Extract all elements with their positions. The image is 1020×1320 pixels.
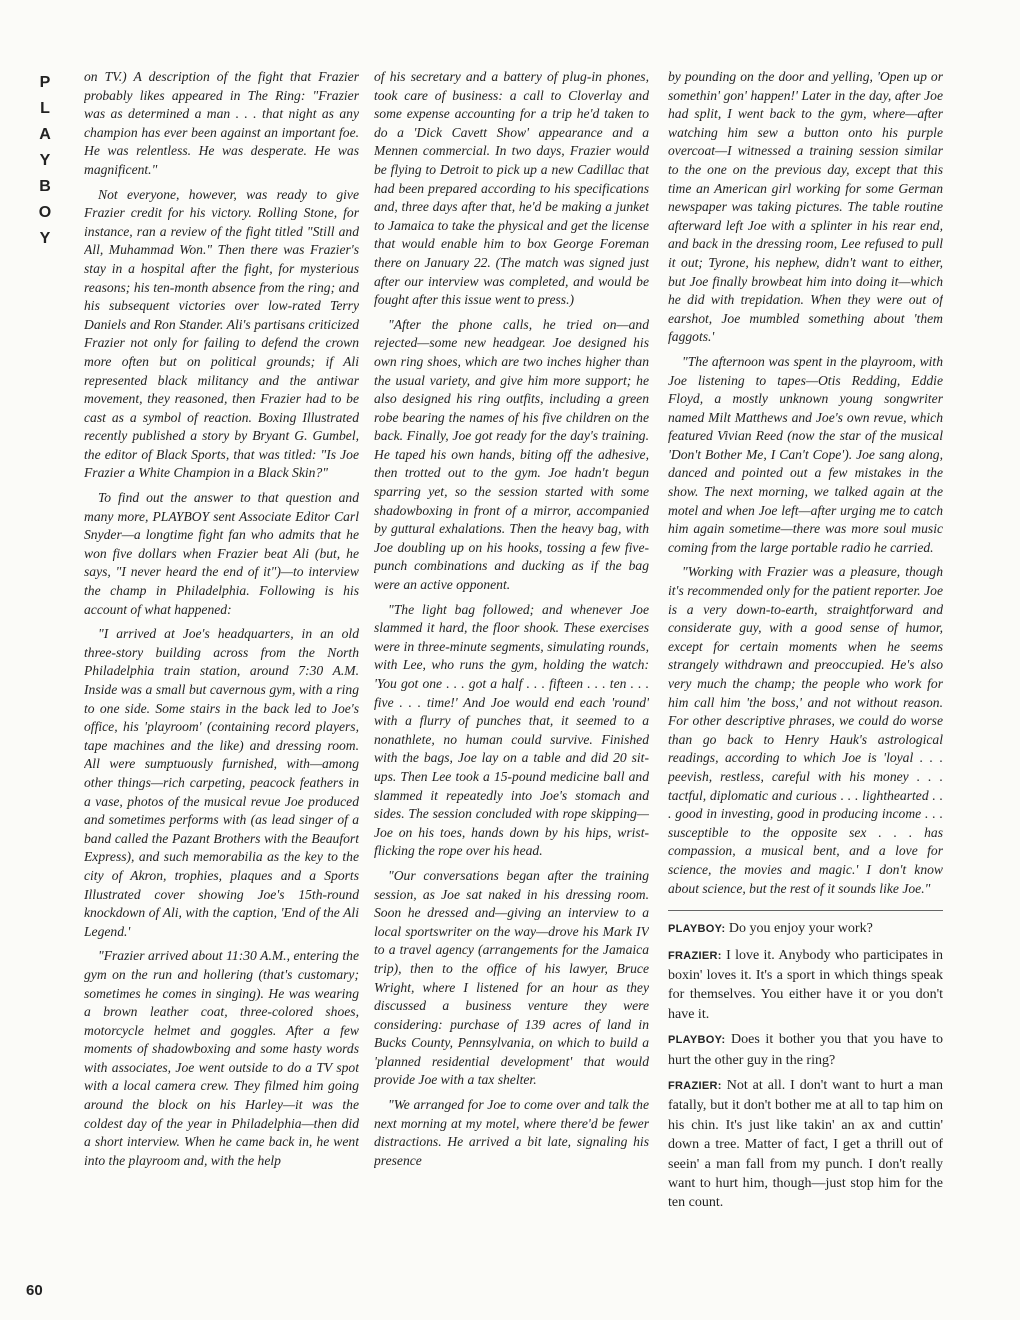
paragraph: "I arrived at Joe's headquarters, in an old three-story building across from the North Philadelphia train station, around 7:30 A.M. Inside was a small but cavernous gym, with a ring to one side. Some stairs in the back led to Joe's office, his 'playroom' (containing record players, tape machines and the like) and dressing room. All were sumptuously furnished, with—among other things—rich carpeting, peacock feathers in a vase, photos of the musical revue Joe produced and sometimes performs with (as lead singer of a band called the Pazant Brothers with the Beaufort Express), and such memorabilia as the key to the city of Akron, trophies, plaques and a Sports Illustrated cover showing Joe's 15th-round knockdown of Ali, with the caption, 'End of the Ali Legend.': [84, 626, 359, 939]
text-column-2: [374, 68, 649, 1298]
paragraph: on TV.) A description of the fight that Frazier probably likes appeared in The Ring: "Frazier was as determined a man . . . that night as any champion has ever been against an important foe. He was relentless. He was desperate. He was magnificent.": [84, 69, 359, 177]
paragraph: "We arranged for Joe to come over and talk the next morning at my motel, where there'd be fewer distractions. He arrived a bit late, signaling his presence: [374, 1097, 649, 1168]
interview-section: [668, 919, 943, 1213]
interview-exchange: [668, 919, 943, 939]
interview-exchange: [668, 1030, 943, 1070]
paragraph: To find out the answer to that question and many more, PLAYBOY sent Associate Editor Carl Snyder—a longtime fight fan who admits that he won five dollars when Frazier beat Ali (but, he says, "I never heard the end of it")—to interview the champ in Philadelphia. Following is his account of what happened:: [84, 490, 359, 617]
paragraph: by pounding on the door and yelling, 'Open up or somethin' gon' happen!' Later in the day, after Joe had split, I went back to the gym, where—after watching him sew a button onto his purple overcoat—I witnessed a training session similar to the one on the previous day, except that this time an American girl working for some German newspaper was taking pictures. The table routine afterward left Joe with a splinter in his rear end, and back in the dressing room, Lee refused to pull it out; Tyrone, his nephew, didn't want to either, but Joe finally browbeat him into doing it—which he did with trepidation. When they were out of earshot, Joe mumbled something about 'them faggots.': [668, 69, 943, 345]
masthead-letter: A: [39, 126, 51, 143]
paragraph: of his secretary and a battery of plug-in phones, took care of business: a call to Cloverlay and some expense accounting for a trip he'd taken to do a 'Dick Cavett Show' appearance and a Mennen commercial. In two days, Frazier would be flying to Detroit to pick up a new Cadillac that had been prepared according to his specifications and, three days after that, he'd be making a junket to Jamaica to take the physical and get the license that would enable him to box George Foreman there on January 22. (The match was signed just after our interview was completed, and would be fought after this issue went to press.): [374, 69, 649, 308]
interview-exchange: [668, 946, 943, 1025]
magazine-masthead: [30, 70, 60, 252]
paragraph: "The light bag followed; and whenever Joe slammed it hard, the floor shook. These exercises were in three-minute segments, simulating rounds, with Lee, who runs the gym, holding the watch: 'You got one . . . got a half . . . fifteen . . . ten . . . five . . . time!' And Joe would end each 'round' with a flurry of punches that, it seemed to a nonathlete, no human could survive. Finished with the bags, Joe lay on a table and did 20 sit-ups. Then Lee took a 15-pound medicine ball and slammed it repeatedly into Joe's stomach and sides. The session concluded with rope skipping—Joe on his toes, hands down by his hips, wrist-flicking the rope over his head.: [374, 601, 649, 859]
interview-exchange: [668, 1076, 943, 1213]
masthead-letter: O: [38, 204, 52, 221]
section-divider: [668, 910, 943, 911]
masthead-letter: B: [39, 178, 51, 195]
masthead-letter: Y: [39, 152, 51, 169]
masthead-letter: P: [39, 74, 51, 91]
interview-text: Do you enjoy your work?: [728, 921, 873, 937]
interview-text: Not at all. I don't want to hurt a man fatally, but it don't bother me at all to tap him on his chin. It's just like takin' an ax and cuttin' down a tree. Matter of fact, I get a thrill out of seein' a man fall from my punch. I don't really want to hurt him, though—just stop him for the ten count.: [668, 1077, 943, 1211]
text-column-1: [84, 68, 359, 1298]
speaker-label: PLAYBOY:: [668, 1034, 726, 1047]
paragraph: "Our conversations began after the training session, as Joe sat naked in his dressing room. Soon he dressed and—giving an interview to a local sportswriter on the way—drove his Mark IV to a travel agency (arrangements for the Jamaica trip), then to the office of his lawyer, Bruce Wright, where I listened for an hour as they discussed a business venture they were considering: purchase of 139 acres of land in Bucks County, Pennsylvania, on which to build a 'planned residential development' that would provide Joe with a tax shelter.: [374, 867, 649, 1088]
text-column-3: [668, 68, 943, 1298]
masthead-letter: Y: [39, 230, 51, 247]
page-number: 60: [26, 1282, 43, 1299]
paragraph: "The afternoon was spent in the playroom, with Joe listening to tapes—Otis Redding, Eddie Floyd, a mostly unknown young songwriter named Milt Matthews and Joe's own revue, which featured Vivian Reed (now the star of the musical 'Don't Bother Me, I Can't Cope'). Joe sang along, danced and pointed out a few mistakes in the show. The next morning, we talked again at the motel and when Joe left—after urging me to catch him again sometime—there was more soul music coming from the large portable radio he carried.: [668, 353, 943, 555]
speaker-label: PLAYBOY:: [668, 923, 726, 936]
paragraph: "Working with Frazier was a pleasure, though it's recommended only for the patient reporter. Joe is a very down-to-earth, straightforward and considerate guy, with a good sense of humor, except for certain moments when he seems strangely withdrawn and preoccupied. He's also very much the champ; the people who work for him call him 'the boss,' and not without reason. For other descriptive phrases, we could do worse than go back to Henry Hauk's astrological readings, according to which Joe is 'loyal . . . peevish, restless, careful with his money . . . tactful, diplomatic and curious . . . lighthearted . . . good in investing, good in producing income . . . susceptible to the opposite sex . . . has compassion, a musical bent, and a love for science, the movies and magic.' I don't know about science, but the rest of it sounds like Joe.": [668, 564, 943, 896]
interview-text: I love it. Anybody who participates in boxin' loves it. It's a sport in which things speak for themselves. You either have it or you don't have it.: [668, 947, 943, 1022]
speaker-label: FRAZIER:: [668, 1079, 722, 1092]
masthead-letter: L: [40, 100, 50, 117]
paragraph: "After the phone calls, he tried on—and rejected—some new headgear. Joe designed his own ring shoes, which are two inches higher than the usual variety, and give him more support; he also designed his ring outfits, including a green robe bearing the names of his five children on the back. Finally, Joe got ready for the day's training. He taped his own hands, biting off the adhesive, then trotted out to the gym. Joe hadn't begun sparring yet, so the session started with some shadowboxing in front of a mirror, accompanied by guttural exhalations. Then the heavy bag, with Joe doubling up on his hooks, tossing a few five-punch combinations and ducking as if the bag were an active opponent.: [374, 316, 649, 593]
narrative-section: [668, 68, 943, 898]
paragraph: Not everyone, however, was ready to give Frazier credit for his victory. Rolling Stone, for instance, ran a review of the fight titled "Still and All, Muhammad Won." Then there was Frazier's stay in a hospital after the fight, for mysterious reasons; his ten-month absence from the ring; and his subsequent victories over low-rated Terry Daniels and Ron Stander. Ali's partisans criticized Frazier not only for failing to defend the crown more often but on political grounds; if Ali represented black militancy and the antiwar movement, they reasoned, then Frazier had to be cast as a symbol of reaction. Boxing Illustrated recently published a story by Bryant G. Gumbel, the editor of Black Sports, that was titled: "Is Joe Frazier a White Champion in a Black Skin?": [84, 186, 359, 481]
speaker-label: FRAZIER:: [668, 949, 722, 962]
interview-text: Does it bother you that you have to hurt the other guy in the ring?: [668, 1032, 943, 1068]
paragraph: "Frazier arrived about 11:30 A.M., entering the gym on the run and hollering (that's customary; sometimes he comes in singing). He was wearing a brown leather coat, three-colored shoes, motorcycle helmet and goggles. After a few moments of shadowboxing and some hasty words with associates, Joe went outside to do a TV spot with a local camera crew. They filmed him going around the block on his Harley—it was the coldest day of the year in Philadelphia—then did a short interview. When he came back in, he went into the playroom and, with the help: [84, 948, 359, 1168]
